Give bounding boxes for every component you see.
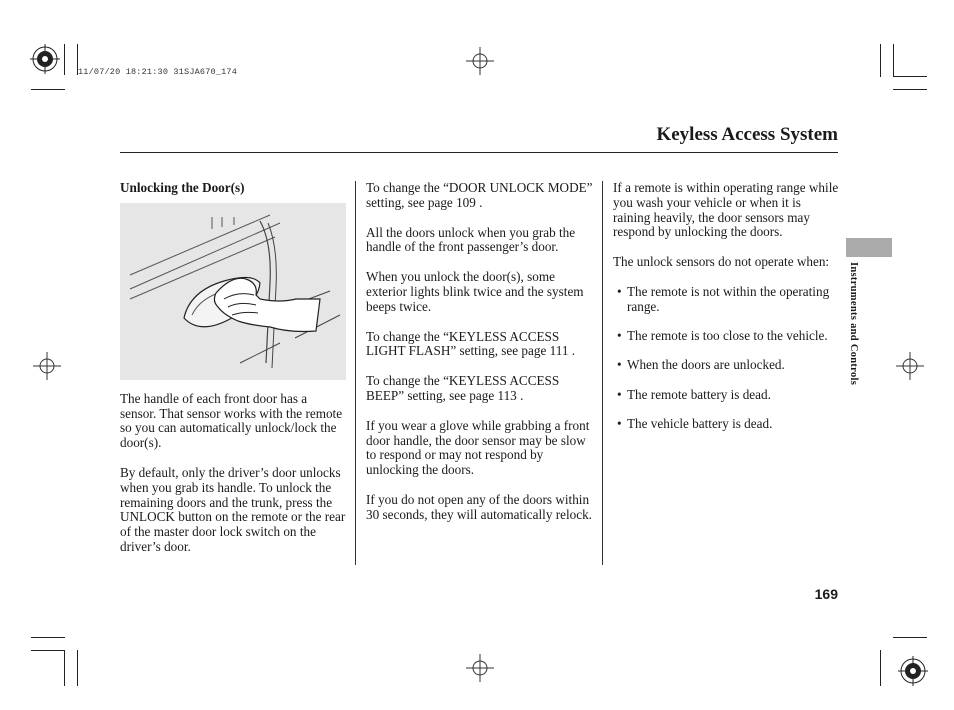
registration-mark-icon xyxy=(30,44,60,74)
page-number: 169 xyxy=(814,586,838,602)
crosshair-icon xyxy=(466,654,494,682)
list-item: • The remote battery is dead. xyxy=(613,388,841,403)
list-item: • The remote is not within the operating range. xyxy=(613,285,841,315)
paragraph: If a remote is within operating range while you wash your vehicle or when it is raining heavily, the door sensors may respond by unlocking the doors. xyxy=(613,180,839,240)
paragraph: All the doors unlock when you grab the handle of the front passenger’s door. xyxy=(366,224,576,255)
hand-grabbing-handle-icon xyxy=(120,203,346,380)
page-title: Keyless Access System xyxy=(656,124,838,145)
paragraph: To change the “KEYLESS ACCESS BEEP” setting, see page 113 . xyxy=(366,373,560,403)
list-item: • The vehicle battery is dead. xyxy=(613,417,841,432)
bullet-list xyxy=(613,285,841,432)
section-tab xyxy=(846,238,892,257)
list-item: • The remote is too close to the vehicle. xyxy=(613,329,841,344)
paragraph: If you wear a glove while grabbing a front door handle, the door sensor may be slow to respond or may not respond by unlocking the doors. xyxy=(366,417,590,478)
column-divider xyxy=(602,181,603,565)
paragraph: To change the “KEYLESS ACCESS LIGHT FLASH” setting, see page 111 . xyxy=(366,328,576,359)
column-3 xyxy=(613,181,841,446)
paragraph: If you do not open any of the doors within 30 seconds, they will automatically relock. xyxy=(366,491,592,522)
paragraph: By default, only the driver’s door unlocks when you grab its handle. To unlock the remaining doors and the trunk, press the UNLOCK button on the remote or the rear of the master door lock switch on the driver’s door. xyxy=(120,464,346,554)
paragraph: When you unlock the door(s), some exterior lights blink twice and the system beeps twice. xyxy=(366,269,584,314)
list-item: • When the doors are unlocked. xyxy=(613,358,841,373)
column-1 xyxy=(120,181,346,570)
crosshair-icon xyxy=(896,352,924,380)
crosshair-icon xyxy=(466,47,494,75)
paragraph: To change the “DOOR UNLOCK MODE” setting, see page 109 . xyxy=(366,180,593,210)
title-rule xyxy=(120,152,838,153)
paragraph: The unlock sensors do not operate when: xyxy=(613,254,830,270)
section-label: Instruments and Controls xyxy=(848,262,859,386)
print-stamp: 11/07/20 18:21:30 31SJA670_174 xyxy=(78,67,238,77)
column-divider xyxy=(355,181,356,565)
door-handle-illustration xyxy=(120,203,346,380)
crosshair-icon xyxy=(33,352,61,380)
section-subhead: Unlocking the Door(s) xyxy=(120,180,245,195)
registration-mark-icon xyxy=(898,656,928,686)
column-2 xyxy=(366,181,594,538)
paragraph: The handle of each front door has a sensor. That sensor works with the remote so you can automatically unlock/lock the door(s). xyxy=(120,390,343,451)
